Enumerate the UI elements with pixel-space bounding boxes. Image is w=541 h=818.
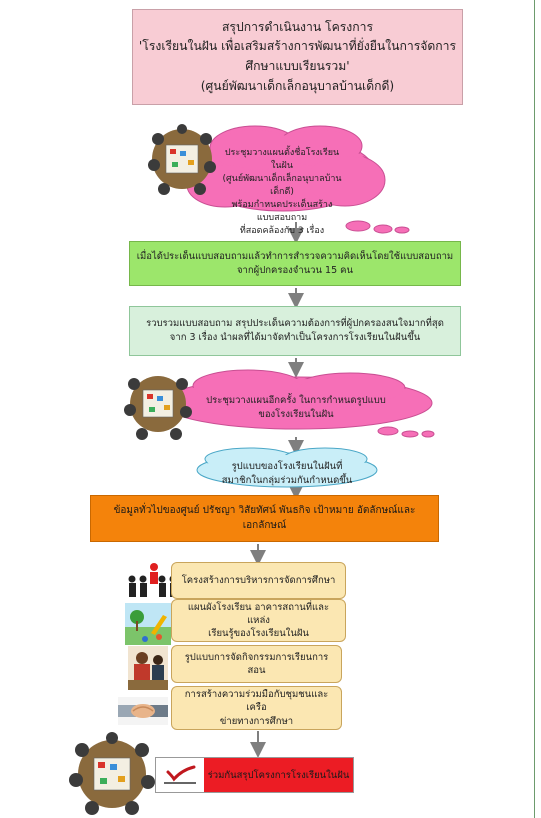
playground-icon <box>125 603 171 645</box>
title-line-3: ศึกษาแบบเรียนรวม' <box>245 59 350 73</box>
sub-item-school-layout <box>171 599 346 642</box>
summary-step-box <box>129 306 461 356</box>
sub-item-1-line-1: โครงสร้างการบริหารการจัดการศึกษา <box>181 574 336 586</box>
cloud-1-line-3: พร้อมกำหนดประเด็นสร้างแบบสอบถาม <box>231 200 333 224</box>
sub-item-community-network <box>171 686 342 730</box>
sub-item-4-line-2: ข่ายทางการศึกษา <box>219 715 294 727</box>
cloud-3-line-2: สมาชิกในกลุ่มร่วมกันกำหนดขึ้น <box>221 474 353 486</box>
survey-step-line-1: เมื่อได้ประเด็นแบบสอบถามแล้วทำการสำรวจความคิดเห็นโดยใช้แบบสอบถาม <box>136 250 454 262</box>
general-info-line-1: ข้อมูลทั่วไปของศูนย์ ปรัชญา วิสัยทัศน์ พันธกิจ เป้าหมาย อัตลักษณ์และ <box>113 505 416 516</box>
org-structure-icon <box>129 563 178 597</box>
cloud-1-line-2: (ศูนย์พัฒนาเด็กเล็กอนุบาลบ้านเด็กดี) <box>222 174 342 198</box>
cloud-1-line-4: ที่สอดคล้องกับ 3 เรื่อง <box>239 226 325 237</box>
sub-item-2-line-2: เรียนรู้ของโรงเรียนในฝัน <box>208 628 309 640</box>
cloud-2-line-1: ประชุมวางแผนอีกครั้ง ในการกำหนดรูปแบบ <box>206 395 386 406</box>
title-line-1: สรุปการดำเนินงาน โครงการ <box>221 19 374 34</box>
cloud-3-line-1: รูปแบบของโรงเรียนในฝันที่ <box>231 461 343 472</box>
title-line-4: (ศูนย์พัฒนาเด็กเล็กอนุบาลบ้านเด็กดี) <box>200 78 395 93</box>
sub-item-4-line-1: การสร้างความร่วมมือกับชุมชนและเครือ <box>184 689 329 714</box>
survey-step-line-2: จากผู้ปกครองจำนวน 15 คน <box>236 264 353 276</box>
general-info-line-2: เอกลักษณ์ <box>242 519 287 531</box>
final-conclusion-box <box>155 757 354 793</box>
sub-item-admin-structure <box>171 562 346 599</box>
teaching-icon <box>128 646 168 690</box>
general-info-box <box>90 495 439 542</box>
title-box <box>132 9 463 105</box>
sub-item-3-line-1: รูปแบบการจัดกิจกรรมการเรียนการสอน <box>184 651 329 676</box>
cloud-2-line-2: ของโรงเรียนในฝัน <box>258 408 334 420</box>
checkmark-icon <box>156 758 204 792</box>
final-conclusion-label: ร่วมกันสรุปโครงการโรงเรียนในฝัน <box>204 758 353 792</box>
sub-item-teaching-activities <box>171 645 342 683</box>
handshake-icon <box>118 697 168 725</box>
cloud-1-text <box>222 147 342 238</box>
cloud-2-text <box>176 394 416 422</box>
title-line-2: 'โรงเรียนในฝัน เพื่อเสริมสร้างการพัฒนาที่ยั่งยืนในการจัดการ <box>138 39 457 54</box>
cloud-3-text <box>212 460 362 488</box>
summary-step-line-1: รวบรวมแบบสอบถาม สรุปประเด็นความต้องการที่ผู้ปกครองสนใจมากที่สุด <box>146 318 444 330</box>
sub-item-2-line-1: แผนผังโรงเรียน อาคารสถานที่และแหล่ง <box>187 601 330 626</box>
summary-step-line-2: จาก 3 เรื่อง นำผลที่ได้มาจัดทำเป็นโครงการโรงเรียนในฝันขึ้น <box>169 332 421 343</box>
cloud-1-line-1: ประชุมวางแผนตั้งชื่อโรงเรียนในฝัน <box>224 148 340 172</box>
survey-step-box <box>129 241 461 286</box>
meeting-table-icon <box>69 732 155 815</box>
